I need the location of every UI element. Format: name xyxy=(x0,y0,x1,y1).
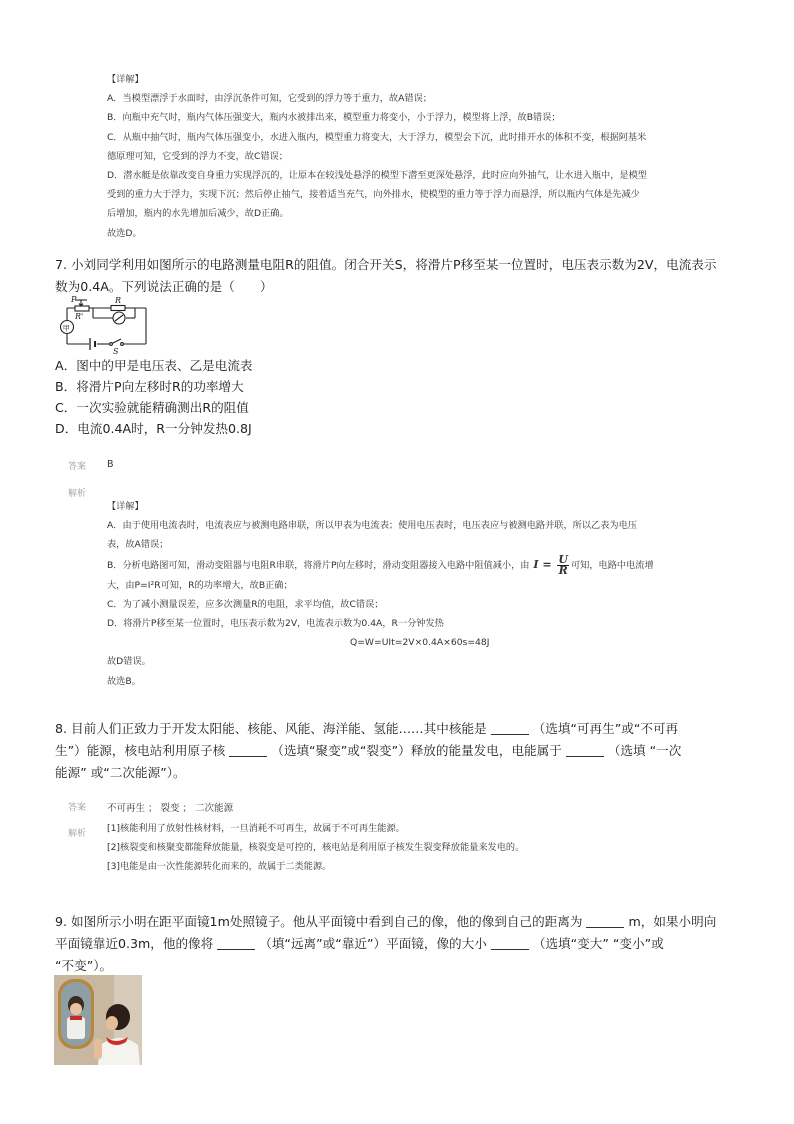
analysis-line: 大，由P=I²R可知，R的功率增大，故B正确； xyxy=(107,579,293,591)
analysis-line: 故选B。 xyxy=(107,675,141,687)
label-s: S xyxy=(113,347,119,356)
analysis-tag: 【详解】 xyxy=(107,74,144,85)
formula-i: I xyxy=(533,557,539,571)
question-7-option-c[interactable]: C．一次实验就能精确测出R的阻值 xyxy=(55,400,249,415)
analysis-line: A．由于使用电流表时，电流表应与被测电路串联，所以甲表为电流表；使用电压表时，电压表应与被测电路并联，所以乙表为电压 xyxy=(107,520,637,532)
analysis-line: D．将滑片P移至某一位置时，电压表示数为2V，电流表示数为0.4A，R一分钟发热 xyxy=(107,618,444,630)
fill-blank-3[interactable] xyxy=(566,743,604,757)
question-9-line-1 xyxy=(55,911,745,933)
analysis-line: [3]电能是由一次性能源转化而来的，故属于二类能源。 xyxy=(107,861,332,873)
question-7-option-a[interactable]: A．图中的甲是电压表、乙是电流表 xyxy=(55,358,253,373)
formula-u: U xyxy=(558,552,568,566)
question-7-line-2: 数为0.4A。下列说法正确的是（ ） xyxy=(55,279,273,294)
question-8-text: （选填“可再生”或“不可再 xyxy=(532,721,679,736)
analysis-line: B．向瓶中充气时，瓶内气体压强变大，瓶内水被排出来，模型重力将变小，小于浮力，模型将上浮，故B错误； xyxy=(107,112,561,124)
formula-ohm-law xyxy=(529,558,555,571)
analysis-formula: Q=W=UIt=2V×0.4A×60s=48J xyxy=(350,637,490,649)
fill-blank-1[interactable] xyxy=(491,721,529,735)
analysis-text: B．分析电路图可知，滑动变阻器与电阻R串联，将滑片P向左移时，滑动变阻器接入电路中阻值减小，由 xyxy=(107,559,530,571)
analysis-line: [2]核裂变和核聚变都能释放能量，核裂变是可控的，核电站是利用原子核发生裂变释放能量来发电的。 xyxy=(107,842,525,854)
analysis-label: 解析 xyxy=(68,489,87,499)
formula-fraction xyxy=(557,552,569,577)
analysis-line xyxy=(107,552,654,577)
answer-label: 答案 xyxy=(68,462,87,472)
analysis-line: D．潜水艇是依靠改变自身重力实现浮沉的，让原本在较浅处悬浮的模型下潜至更深处悬浮，此时应向外抽气，让水进入瓶中，是模型 xyxy=(107,170,647,182)
q8-analysis xyxy=(107,819,524,877)
question-7-option-d[interactable]: D．电流0.4A时，R一分钟发热0.8J xyxy=(55,421,252,436)
answer-value: 不可再生 ； 裂变 ； 二次能源 xyxy=(107,803,234,814)
formula-r: R xyxy=(558,563,568,577)
question-9-line-3: “不变”）。 xyxy=(55,958,113,973)
analysis-line: 表，故A错误； xyxy=(107,539,169,551)
analysis-tag: 【详解】 xyxy=(107,501,144,512)
fill-blank-2[interactable] xyxy=(217,936,255,950)
question-8-text: 生”）能源，核电站利用原子核 xyxy=(55,743,226,758)
fill-blank-2[interactable] xyxy=(229,743,267,757)
label-r-prime: R' xyxy=(75,312,84,321)
question-9-text: （填“远离”或“靠近”）平面镜，像的大小 xyxy=(259,936,487,951)
q6-analysis xyxy=(107,70,647,243)
analysis-text: 可知，电路中电流增 xyxy=(570,559,654,571)
question-8-line-3: 能源” 或“二次能源”）。 xyxy=(55,765,186,780)
label-p: P xyxy=(71,296,77,304)
question-7-stem xyxy=(55,254,745,298)
analysis-line: 故选D。 xyxy=(107,227,142,239)
question-8-text: （选填“聚变”或“裂变”）释放的能量发电，电能属于 xyxy=(271,743,562,758)
analysis-line: C．为了减小测量误差，应多次测量R的电阻，求平均值，故C错误； xyxy=(107,598,384,610)
question-9-stem xyxy=(55,911,745,977)
mirror-photo xyxy=(54,975,142,1065)
question-8-text: （选填 “一次 xyxy=(607,743,682,758)
answer-label: 答案 xyxy=(68,803,87,813)
analysis-line: [1]核能利用了放射性核材料，一旦消耗不可再生，故属于不可再生能源。 xyxy=(107,823,405,834)
question-8-line-2 xyxy=(55,740,745,762)
question-7-option-b[interactable]: B．将滑片P向左移时R的功率增大 xyxy=(55,379,244,394)
question-9-text: 9. 如图所示小明在距平面镜1m处照镜子。他从平面镜中看到自己的像，他的像到自己的距离为 xyxy=(55,914,583,929)
analysis-line: A．当模型漂浮于水面时，由浮沉条件可知，它受到的浮力等于重力，故A错误； xyxy=(107,93,432,105)
question-7-line-1: 7. 小刘同学利用如图所示的电路测量电阻R的阻值。闭合开关S，将滑片P移至某一位置时，电压表示数为2V，电流表示 xyxy=(55,257,717,272)
question-9-text: （选填“变大” “变小”或 xyxy=(532,936,664,951)
label-jia: 甲 xyxy=(62,324,70,333)
fill-blank-3[interactable] xyxy=(491,936,529,950)
question-9-line-2 xyxy=(55,933,745,955)
analysis-line: 德原理可知，它受到的浮力不变，故C错误； xyxy=(107,150,288,162)
analysis-line: 故D错误。 xyxy=(107,656,151,668)
question-8-stem xyxy=(55,718,745,784)
question-8-text: 8. 目前人们正致力于开发太阳能、核能、风能、海洋能、氢能……其中核能是 xyxy=(55,721,487,736)
question-8-line-1 xyxy=(55,718,745,740)
question-9-text: m，如果小明向 xyxy=(628,914,717,929)
analysis-line: 受到的重力大于浮力，实现下沉；然后停止抽气，接着适当充气，向外排水，使模型的重力等于浮力而悬浮，所以瓶内气体是先减少 xyxy=(107,189,640,201)
analysis-line: C．从瓶中抽气时，瓶内气体压强变小，水进入瓶内，模型重力将变大，大于浮力，模型会下沉，此时排开水的体积不变，根据阿基米 xyxy=(107,131,647,143)
answer-value: B xyxy=(107,459,114,470)
formula-eq: = xyxy=(542,557,552,571)
analysis-line: 后增加，瓶内的水先增加后减少，故D正确。 xyxy=(107,208,289,220)
circuit-diagram xyxy=(53,296,153,356)
fill-blank-1[interactable] xyxy=(586,914,624,928)
label-r: R xyxy=(115,296,122,305)
question-9-text: 平面镜靠近0.3m，他的像将 xyxy=(55,936,214,951)
q7-analysis xyxy=(107,497,654,691)
analysis-label: 解析 xyxy=(68,829,87,839)
